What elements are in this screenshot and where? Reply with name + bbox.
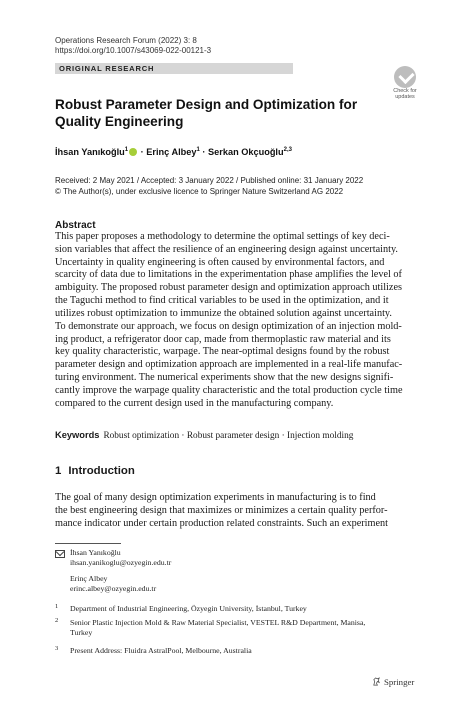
section-label-bar [55, 63, 293, 74]
section-heading-introduction [55, 465, 135, 477]
intro-line: mance indicator under certain production related constraints. Such an experiment [55, 518, 388, 530]
publisher-logo [372, 677, 414, 687]
introduction-body [55, 491, 420, 531]
intro-line: The goal of many design optimization experiments in manufacturing is to find [55, 492, 376, 503]
contact-block [70, 548, 171, 594]
section-label: ORIGINAL RESEARCH [59, 64, 155, 73]
contact-name: İhsan Yanıkoğlu [70, 548, 121, 557]
envelope-icon [55, 550, 65, 558]
affiliation-number: 3 [55, 645, 59, 652]
abstract-heading: Abstract [55, 220, 96, 231]
author-name: Erinç Albey [146, 147, 197, 158]
section-number: 1 [55, 465, 62, 477]
keywords-label: Keywords [55, 430, 100, 440]
abstract-line: To demonstrate our approach, we focus on design optimization of an injection mold- [55, 320, 402, 332]
affiliation-line: Present Address: Fluidra AstralPool, Melbourne, Australia [70, 646, 252, 655]
orcid-icon[interactable] [129, 148, 137, 156]
contact-email[interactable]: erinc.albey@ozyegin.edu.tr [70, 584, 157, 593]
author-affiliation-mark: 2,3 [283, 147, 292, 153]
publication-dates: Received: 2 May 2021 / Accepted: 3 January 2022 / Published online: 31 January 2022 [55, 176, 364, 185]
affiliation-text [70, 604, 307, 614]
author-affiliation-mark: 1 [124, 147, 129, 153]
affiliation-number: 2 [55, 617, 59, 624]
footnote-divider [55, 543, 121, 544]
author-name: Serkan Okçuoğlu [208, 147, 284, 158]
abstract-line: parameter design and optimization approach are implemented in a real-life manufac- [55, 359, 403, 371]
abstract-line: This paper proposes a methodology to determine the optimal settings of key deci- [55, 231, 390, 242]
copyright-notice: © The Author(s), under exclusive licence to Springer Nature Switzerland AG 2022 [55, 187, 344, 196]
author-name: İhsan Yanıkoğlu [55, 147, 125, 158]
abstract-line: utilizes robust optimization to immunize the obtained solution against uncertainty. [55, 307, 392, 319]
keywords-text: Robust optimization · Robust parameter design · Injection molding [103, 431, 354, 441]
publisher-name: Springer [384, 677, 415, 687]
affiliation-text [70, 618, 365, 638]
affiliation-line: Department of Industrial Engineering, Özyegin University, İstanbul, Turkey [70, 604, 307, 613]
abstract-line: ing product, a refrigerator door cap, made from thermoplastic raw material and its [55, 333, 391, 345]
abstract-line: compared to the current design used in the manufacturing company. [55, 397, 334, 409]
doi-link[interactable]: https://doi.org/10.1007/s43069-022-00121-3 [55, 46, 212, 55]
abstract-line: scarcity of data due to limitations in the experimentation phase amplifies the level of [55, 269, 402, 281]
author-separator: · [199, 147, 209, 158]
springer-horse-icon [372, 677, 381, 686]
abstract-line: sion variables that affect the resilience of an engineering design against uncertainty. [55, 243, 398, 255]
abstract-line: ambiguity. The proposed robust parameter design and optimization approach utilizes [55, 282, 402, 294]
affiliation-line: Senior Plastic Injection Mold & Raw Material Specialist, VESTEL R&D Department, Manisa, [70, 618, 366, 627]
abstract-line: key quality characteristic, warpage. The near-optimal designs found by the robust [55, 346, 390, 358]
abstract-line: turing environment. The numerical experiments show that the new designs signifi- [55, 371, 394, 383]
abstract-body [55, 231, 420, 410]
contact-name: Erinç Albey [70, 574, 108, 583]
keywords-line [55, 430, 353, 441]
abstract-line: cantly improve the warpage quality characteristic and the total production cycle time [55, 384, 403, 396]
contact-email[interactable]: ihsan.yanikoglu@ozyegin.edu.tr [70, 558, 172, 567]
author-affiliation-mark: 1 [196, 147, 200, 153]
check-updates-icon [394, 66, 416, 88]
author-separator: · [138, 147, 147, 158]
abstract-line: the Taguchi method to find critical variables to be used in the optimization, and it [55, 295, 389, 307]
affiliation-text [70, 646, 252, 656]
abstract-line: Uncertainty in quality engineering is often caused by environmental factors, and [55, 256, 385, 268]
check-updates-line-1: Check for [393, 88, 417, 94]
affiliation-number: 1 [55, 603, 59, 610]
affiliation-line: Turkey [70, 628, 93, 637]
check-updates-line-2: updates [395, 94, 415, 100]
check-for-updates-badge[interactable] [389, 66, 421, 100]
journal-citation: Operations Research Forum (2022) 3: 8 [55, 36, 197, 45]
author-list [55, 147, 292, 157]
section-title: Introduction [68, 465, 135, 477]
intro-line: the best engineering design that maximizes or minimizes a certain quality perfor- [55, 505, 388, 517]
paper-title: Robust Parameter Design and Optimization for Quality Engineering [55, 97, 358, 129]
